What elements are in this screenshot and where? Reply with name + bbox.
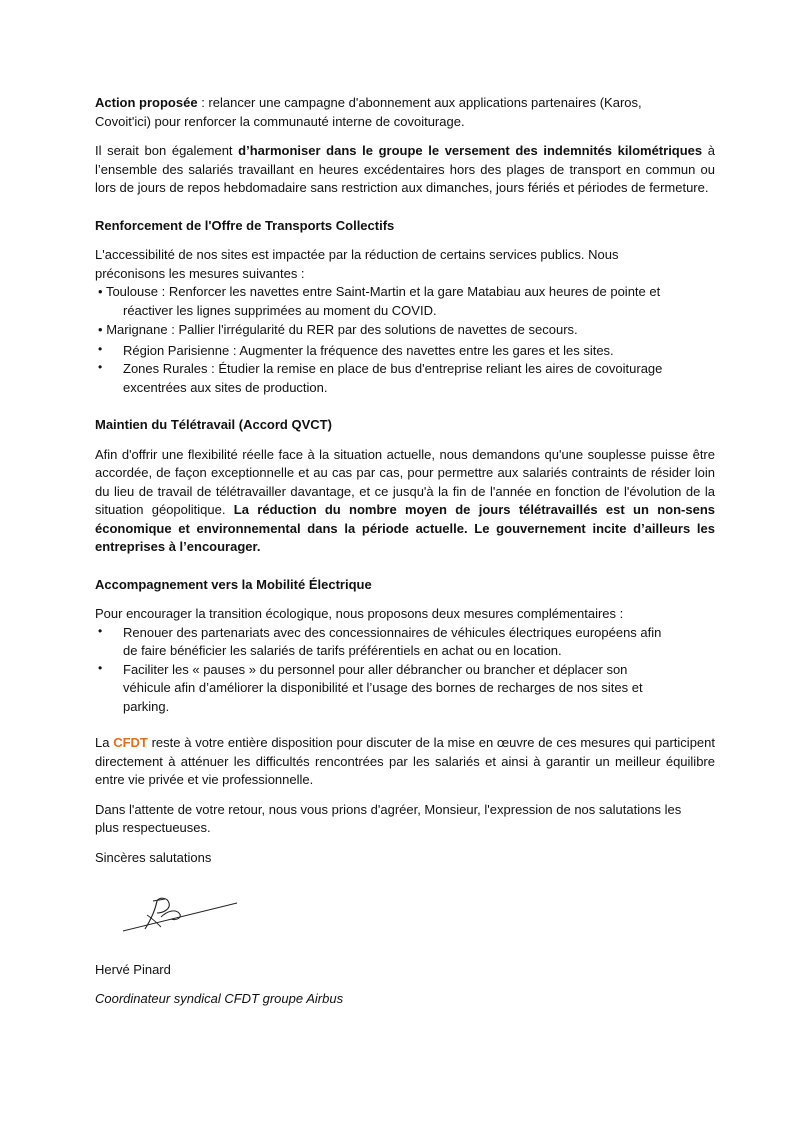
transport-intro: L'accessibilité de nos sites est impactée par la réduction de certains services publics. Nous préconisons les mesures suivantes : (95, 247, 619, 281)
list-item-zones-rurales (95, 360, 665, 397)
transport-list (95, 283, 695, 340)
salutations: Sincères salutations (95, 849, 212, 865)
harmonise-paragraph (95, 142, 715, 198)
action-text: : relancer une campagne d'abonnement aux applications partenaires (Karos, Covoit'ici) pour renforcer la communauté interne de covoiturage. (95, 95, 642, 129)
action-paragraph (95, 94, 665, 131)
signatory-name: Hervé Pinard (95, 961, 171, 977)
list-item-text: Faciliter les « pauses » du personnel pour aller débrancher ou brancher et déplacer son véhicule afin d’améliorer la disponibilité et l’usage des bornes de recharges de nos sites et parking. (123, 661, 643, 714)
teletravail-heading: Maintien du Télétravail (Accord QVCT) (95, 417, 332, 432)
transport-heading: Renforcement de l'Offre de Transports Collectifs (95, 217, 395, 233)
list-item-region-parisienne (95, 342, 665, 361)
mobilite-heading: Accompagnement vers la Mobilité Électrique (95, 576, 372, 592)
letter-page (95, 94, 715, 1009)
list-item-text: Toulouse : Renforcer les navettes entre Saint-Martin et la gare Matabiau aux heures de pointe et réactiver les lignes supprimées au moment du COVID. (105, 284, 661, 318)
mobilite-list (95, 624, 675, 717)
mobilite-intro: Pour encourager la transition écologique, nous proposons deux mesures complémentaires : (95, 606, 624, 621)
signatory-role: Coordinateur syndical CFDT groupe Airbus (95, 991, 344, 1006)
attente-paragraph: Dans l'attente de votre retour, nous vous prions d'agréer, Monsieur, l'expression de nos salutations les plus respectueuses. (95, 801, 682, 835)
list-item-marignane (95, 321, 695, 340)
bullet-glyph: • (98, 322, 103, 337)
closing-paragraph (95, 734, 715, 790)
teletravail-bold: La réduction du nombre moyen de jours télétravaillés est un non-sens économique et environnemental dans la période actuelle. Le gouvernement incite d’ailleurs les entreprises à l’encourager. (95, 502, 716, 554)
bullet-glyph: • (98, 360, 103, 374)
closing-rest: reste à votre entière disposition pour discuter de la mise en œuvre de ces mesures qui participent directement à atténuer les difficultés rencontrées par les salariés et ainsi à garantir un meilleur équilibre entre vie privée et vie professionnelle. (95, 735, 715, 787)
bullet-glyph: • (98, 660, 103, 675)
list-item-toulouse (95, 283, 695, 320)
transport-list-cont (95, 342, 665, 398)
list-item-text: Marignane : Pallier l'irrégularité du RER par des solutions de navettes de secours. (106, 322, 578, 337)
harmonise-intro: Il serait bon également (95, 143, 239, 158)
bullet-glyph: • (98, 623, 103, 638)
teletravail-paragraph (95, 446, 715, 557)
signature-image (117, 891, 242, 941)
list-item-partenariats (95, 624, 675, 661)
list-item-pauses (95, 661, 675, 717)
cfdt-name: CFDT (113, 735, 148, 750)
harmonise-rest: à l’ensemble des salariés travaillant en heures excédentaires hors des plages de transport en commun ou lors de jours de repos hebdomadaire sans restriction aux dimanches, jours fériés et périodes de fermeture. (95, 143, 716, 195)
harmonise-bold: d’harmoniser dans le groupe le versement des indemnités kilométriques (238, 143, 703, 158)
bullet-glyph: • (98, 341, 103, 356)
action-label: Action proposée (95, 95, 198, 110)
bullet-glyph: • (98, 284, 103, 299)
list-item-text: Renouer des partenariats avec des concessionnaires de véhicules électriques européens afin de faire bénéficier les salariés de tarifs préférentiels en achat ou en location. (123, 624, 662, 658)
list-item-text: Zones Rurales : Étudier la remise en place de bus d'entreprise reliant les aires de covoiturage excentrées aux sites de production. (123, 361, 663, 395)
teletravail-text: Afin d'offrir une flexibilité réelle face à la situation actuelle, nous demandons qu'une souplesse puisse être accordée, de façon exceptionnelle et au cas par cas, pour permettre aux salariés contraints de résider loin du lieu de travail de télétravailler davantage, et ce jusqu'à la fin de l'année en fonction de l'évolution de la situation géopolitique. (95, 446, 715, 517)
closing-la: La (95, 735, 114, 750)
list-item-text: Région Parisienne : Augmenter la fréquence des navettes entre les gares et les sites. (123, 342, 614, 358)
